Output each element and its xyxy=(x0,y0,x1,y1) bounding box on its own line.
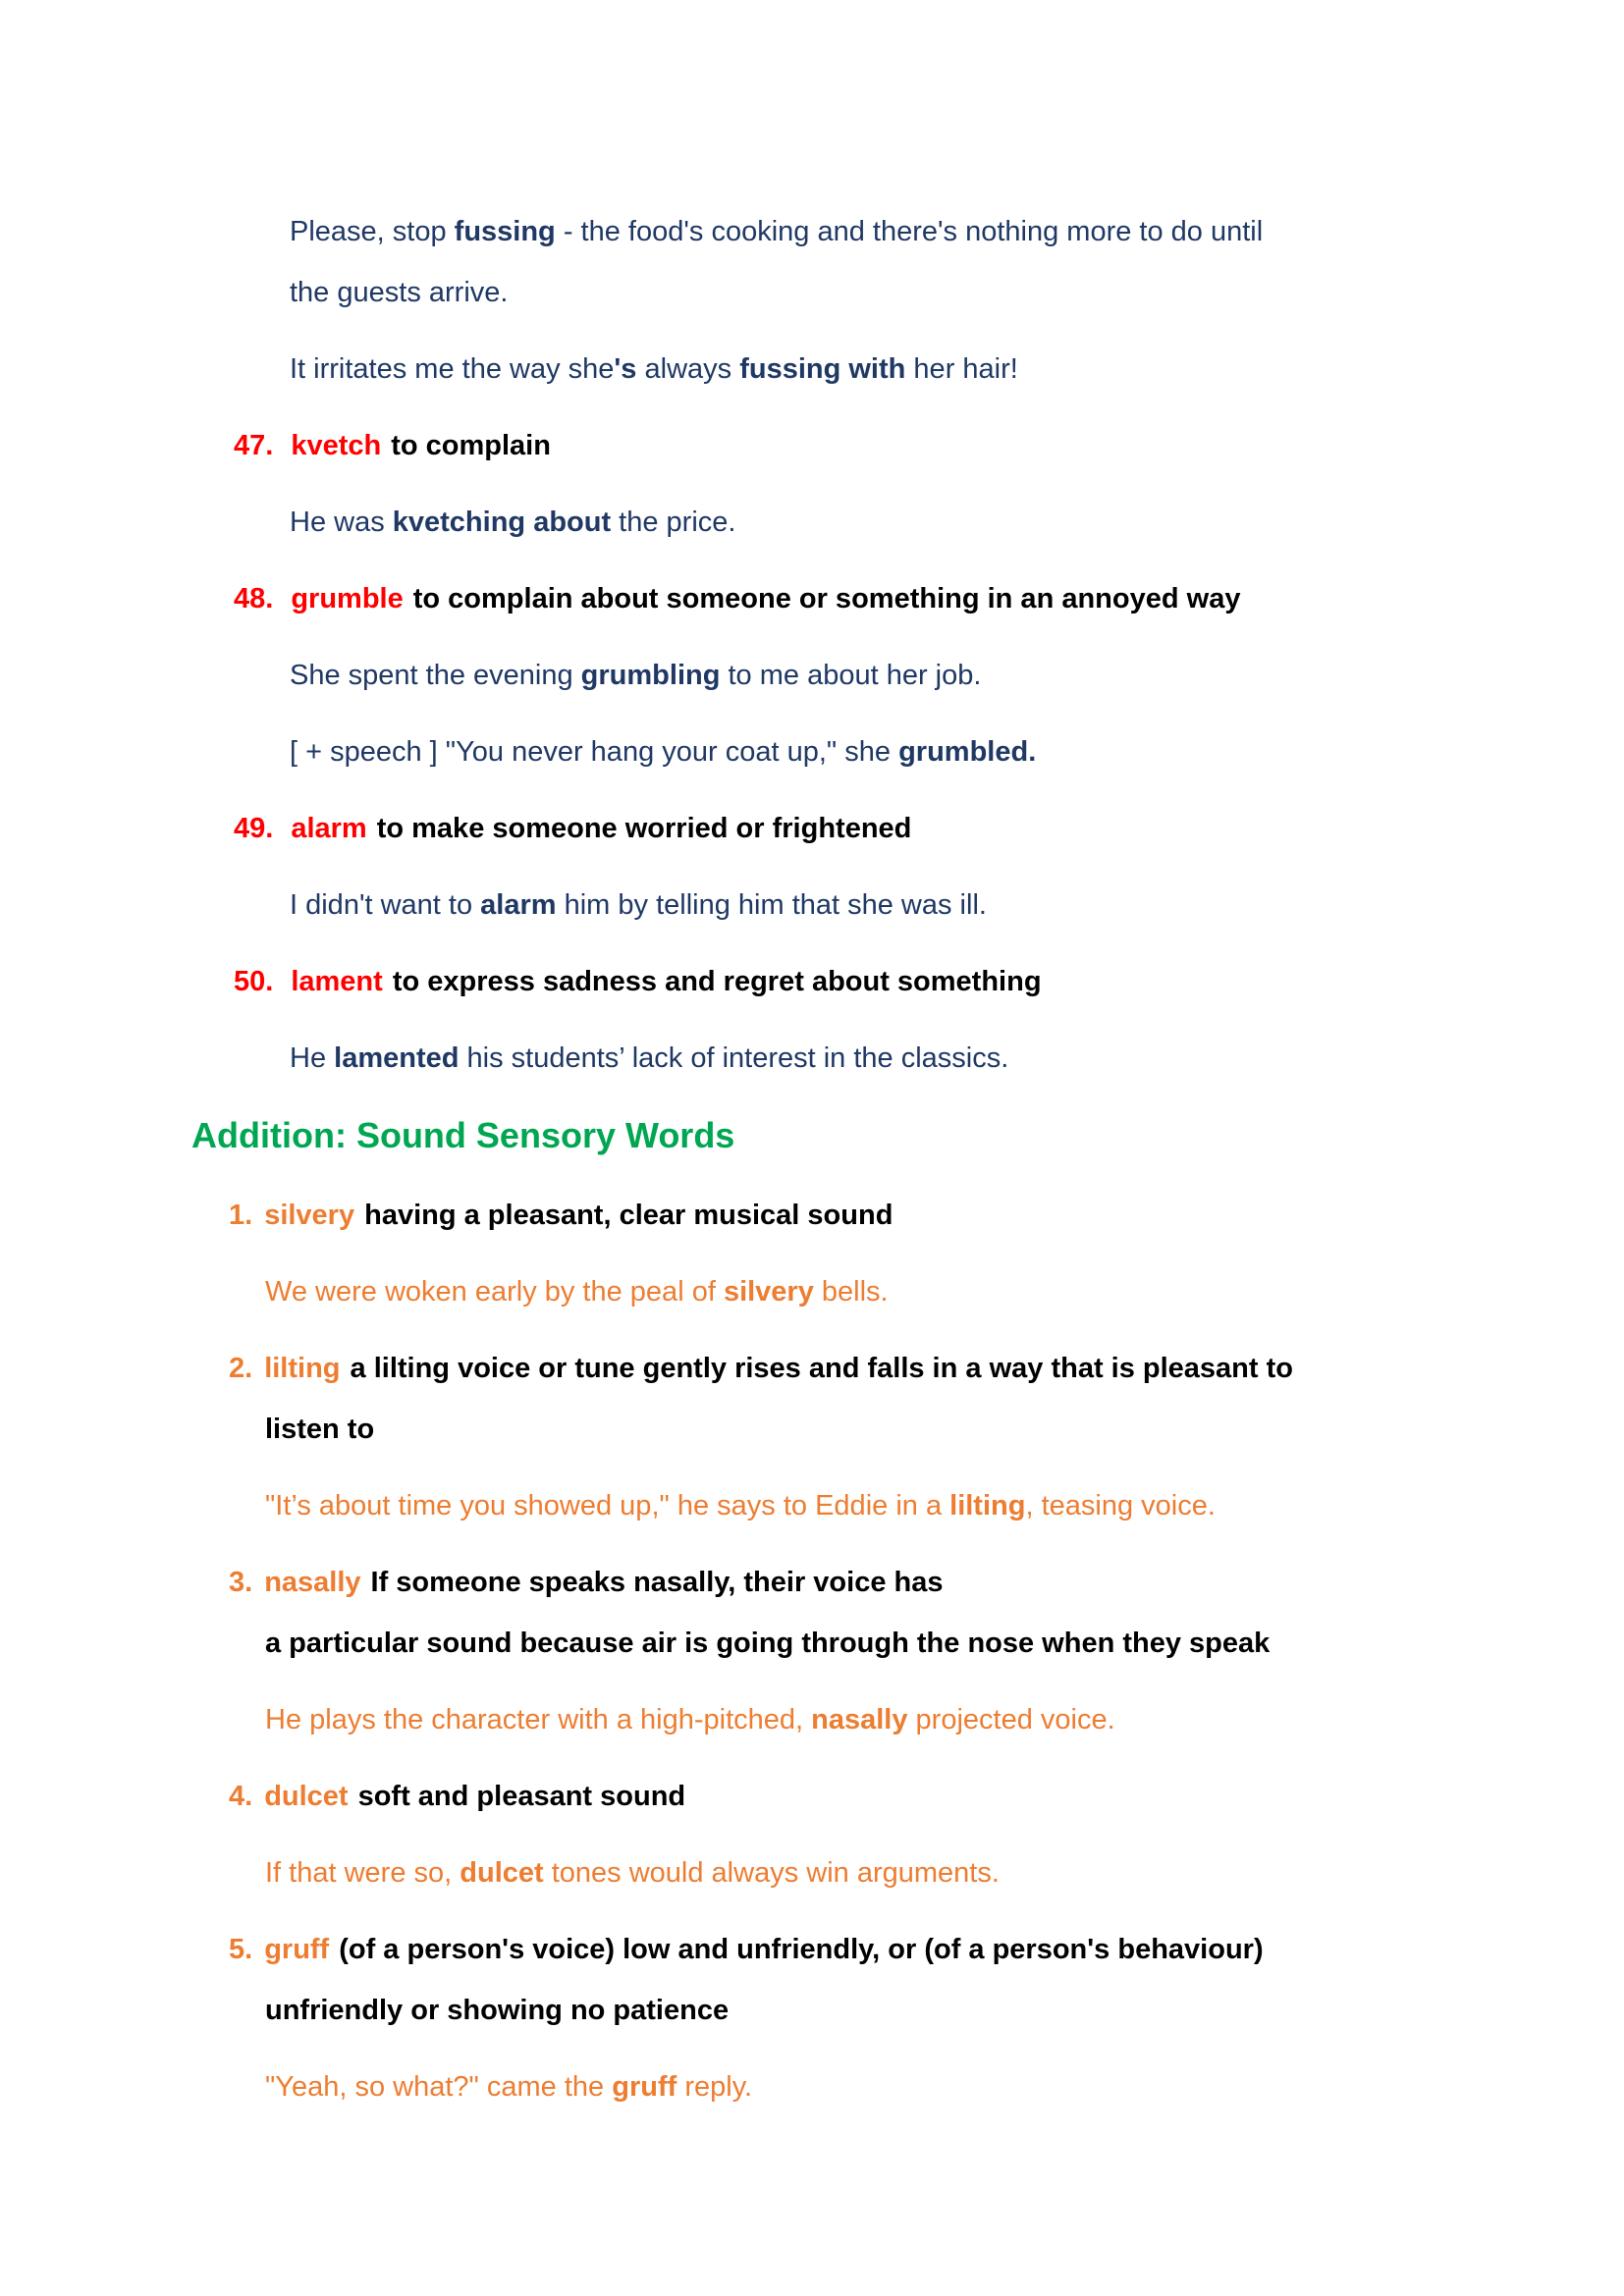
text-segment: "It’s about time you showed up," he says to Eddie in a xyxy=(265,1490,950,1522)
text-segment: the guests arrive. xyxy=(290,277,509,308)
entry-definition: to express sadness and regret about something xyxy=(392,966,1042,997)
entry-example xyxy=(0,1475,1624,1536)
bold-term: fussing xyxy=(454,216,556,247)
text-segment: I didn't want to xyxy=(290,889,481,921)
text-segment: He xyxy=(290,1042,335,1074)
text-segment: projected voice. xyxy=(907,1704,1115,1735)
bold-term: lamented xyxy=(334,1042,460,1074)
entry-example xyxy=(0,1261,1624,1322)
entry-word: dulcet xyxy=(264,1781,349,1812)
example-sentence xyxy=(0,1689,1624,1750)
entry-header-line xyxy=(0,1766,1624,1827)
text-segment: tones would always win arguments. xyxy=(543,1857,1000,1889)
text-segment: He was xyxy=(290,507,393,538)
entry-definition: soft and pleasant sound xyxy=(357,1781,686,1812)
text-segment: the price. xyxy=(611,507,736,538)
bold-term: nasally xyxy=(811,1704,908,1735)
text-segment: Please, stop xyxy=(290,216,455,247)
example-sentence xyxy=(0,339,1624,400)
text-segment: him by telling him that she was ill. xyxy=(556,889,987,921)
example-sentence xyxy=(0,1842,1624,1903)
example-sentence xyxy=(0,1261,1624,1322)
example-sentence xyxy=(0,645,1624,706)
bold-term: gruff xyxy=(612,2071,677,2103)
vocab-entry xyxy=(0,951,1624,1089)
entry-definition-continuation: listen to xyxy=(265,1414,375,1445)
text-segment: bells. xyxy=(813,1276,889,1308)
entry-example xyxy=(0,1028,1624,1089)
entry-header-line xyxy=(0,415,1624,476)
entry-header-line xyxy=(0,798,1624,859)
example-sentence xyxy=(0,875,1624,935)
entry-definition-continuation: unfriendly or showing no patience xyxy=(265,1995,730,2026)
entry-word: grumble xyxy=(291,583,404,614)
example-sentence xyxy=(0,492,1624,553)
text-segment: his students’ lack of interest in the classics. xyxy=(459,1042,1009,1074)
text-segment: reply. xyxy=(677,2071,753,2103)
entry-number: 1. xyxy=(229,1200,253,1231)
bold-term: 's xyxy=(614,353,637,385)
entry-word: silvery xyxy=(264,1200,355,1231)
text-segment: her hair! xyxy=(905,353,1018,385)
entry-number: 48. xyxy=(234,583,274,614)
entry-header-line xyxy=(0,1552,1624,1613)
entry-example xyxy=(0,2056,1624,2117)
vocab-entry xyxy=(0,568,1624,782)
text-segment: She spent the evening xyxy=(290,660,581,691)
entry-number: 4. xyxy=(229,1781,253,1812)
text-segment: We were woken early by the peal of xyxy=(265,1276,724,1308)
entry-definition: If someone speaks nasally, their voice has xyxy=(370,1567,944,1598)
vocab-entry xyxy=(0,415,1624,553)
entry-example xyxy=(0,721,1624,782)
entry-example xyxy=(0,645,1624,706)
vocab-entry xyxy=(0,1919,1624,2117)
example-sentence xyxy=(0,1028,1624,1089)
vocab-entry xyxy=(0,1338,1624,1536)
sound-entry-list xyxy=(0,1185,1624,2117)
entry-word: lament xyxy=(291,966,383,997)
entry-definition: having a pleasant, clear musical sound xyxy=(364,1200,893,1231)
entry-example xyxy=(0,1842,1624,1903)
bold-term: grumbling xyxy=(580,660,721,691)
section-heading: Addition: Sound Sensory Words xyxy=(191,1115,735,1155)
bold-term: alarm xyxy=(480,889,557,921)
entry-header-line xyxy=(0,568,1624,629)
example-sentence xyxy=(0,201,1624,262)
text-segment: to me about her job. xyxy=(720,660,982,691)
entry-word: lilting xyxy=(264,1353,341,1384)
text-segment: - the food's cooking and there's nothing more to do until xyxy=(555,216,1264,247)
entry-example xyxy=(0,1689,1624,1750)
bold-term: kvetching about xyxy=(392,507,612,538)
entry-word: alarm xyxy=(291,813,367,844)
entry-definition: (of a person's voice) low and unfriendly, or (of a person's behaviour) xyxy=(339,1934,1264,1965)
text-segment: He plays the character with a high-pitched, xyxy=(265,1704,812,1735)
entry-word: gruff xyxy=(264,1934,330,1965)
bold-term: fussing with xyxy=(739,353,906,385)
example-sentence xyxy=(0,262,1624,323)
entry-example xyxy=(0,875,1624,935)
entry-header-line xyxy=(0,1185,1624,1246)
entry-number: 50. xyxy=(234,966,274,997)
text-segment: "Yeah, so what?" came the xyxy=(265,2071,613,2103)
text-segment: It irritates me the way she xyxy=(290,353,615,385)
entry-number: 3. xyxy=(229,1567,253,1598)
entry-number: 5. xyxy=(229,1934,253,1965)
text-segment: , teasing voice. xyxy=(1025,1490,1216,1522)
example-sentence xyxy=(0,2056,1624,2117)
entry-number: 47. xyxy=(234,430,274,461)
entry-header-line xyxy=(0,1338,1624,1399)
vocab-entry xyxy=(0,1185,1624,1322)
entry-number: 2. xyxy=(229,1353,253,1384)
bold-term: silvery xyxy=(723,1276,814,1308)
entry-definition: to complain about someone or something in an annoyed way xyxy=(412,583,1241,614)
verb-entry-list xyxy=(0,415,1624,1089)
bold-term: lilting xyxy=(949,1490,1026,1522)
text-segment: If that were so, xyxy=(265,1857,460,1889)
entry-number: 49. xyxy=(234,813,274,844)
example-sentence xyxy=(0,721,1624,782)
entry-example xyxy=(0,492,1624,553)
bold-term: dulcet xyxy=(460,1857,544,1889)
text-segment: always xyxy=(636,353,740,385)
entry-word: nasally xyxy=(264,1567,361,1598)
entry-definition: a lilting voice or tune gently rises and falls in a way that is pleasant to xyxy=(350,1353,1293,1384)
vocab-entry xyxy=(0,798,1624,935)
vocab-entry xyxy=(0,1766,1624,1903)
bold-term: grumbled. xyxy=(898,736,1037,768)
entry-header-line xyxy=(0,1919,1624,1980)
text-segment: [ + speech ] "You never hang your coat up," she xyxy=(290,736,899,768)
entry-word: kvetch xyxy=(291,430,382,461)
entry-definition: to complain xyxy=(391,430,551,461)
entry-header-line xyxy=(0,951,1624,1012)
intro-examples xyxy=(0,201,1624,400)
example-sentence xyxy=(0,1475,1624,1536)
entry-definition: to make someone worried or frightened xyxy=(376,813,912,844)
vocab-entry xyxy=(0,1552,1624,1750)
entry-definition-continuation: a particular sound because air is going through the nose when they speak xyxy=(265,1628,1271,1659)
